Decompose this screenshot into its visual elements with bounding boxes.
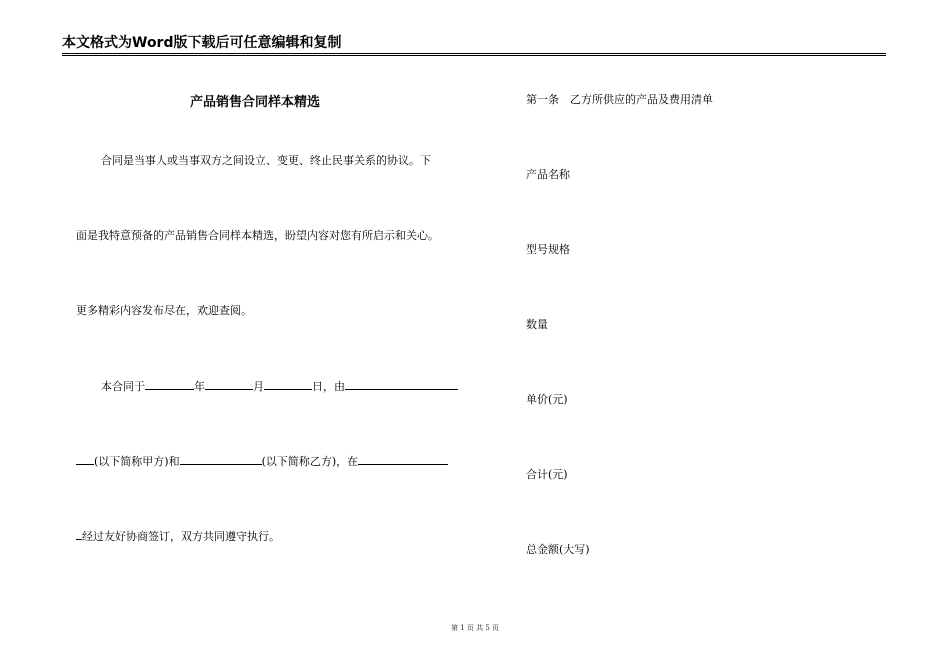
clause-start: 本合同于 bbox=[101, 380, 145, 393]
day-blank[interactable] bbox=[264, 378, 312, 390]
item-product-name: 产品名称 bbox=[526, 168, 570, 181]
item-subtotal: 合计(元) bbox=[526, 468, 568, 481]
party-a-label: (以下简称甲方)和 bbox=[94, 455, 180, 468]
page-number: 第 1 页 共 5 页 bbox=[450, 624, 500, 632]
intro-line-3: 更多精彩内容发布尽在，欢迎查阅。 bbox=[76, 304, 252, 317]
year-blank[interactable] bbox=[145, 378, 194, 390]
clause-end: 经过友好协商签订，双方共同遵守执行。 bbox=[82, 530, 280, 543]
year-label: 年 bbox=[194, 380, 205, 393]
item-unit-price: 单价(元) bbox=[526, 393, 568, 406]
place-blank[interactable] bbox=[358, 453, 448, 465]
clause-line-1 bbox=[101, 378, 458, 395]
header-rule-double bbox=[62, 55, 886, 56]
day-label: 日，由 bbox=[312, 380, 345, 393]
section-heading: 第一条 乙方所供应的产品及费用清单 bbox=[526, 93, 713, 106]
item-quantity: 数量 bbox=[526, 318, 548, 331]
party-a-blank[interactable] bbox=[345, 378, 458, 390]
document-header: 本文格式为Word版下载后可任意编辑和复制 bbox=[62, 35, 342, 51]
intro-line-2: 面是我特意预备的产品销售合同样本精选，盼望内容对您有所启示和关心。 bbox=[76, 229, 439, 242]
party-b-label: (以下简称乙方)，在 bbox=[261, 455, 359, 468]
intro-line-1: 合同是当事人或当事双方之间设立、变更、终止民事关系的协议。下 bbox=[101, 154, 431, 167]
document-title: 产品销售合同样本精选 bbox=[190, 95, 321, 110]
month-label: 月 bbox=[253, 380, 264, 393]
clause-line-3 bbox=[76, 528, 280, 545]
header-rule bbox=[62, 53, 886, 54]
clause-line-2 bbox=[76, 453, 448, 470]
item-model: 型号规格 bbox=[526, 243, 570, 256]
item-total-amount: 总金额(大写) bbox=[526, 543, 590, 556]
month-blank[interactable] bbox=[205, 378, 253, 390]
party-a-blank-cont[interactable] bbox=[76, 453, 94, 465]
party-b-blank[interactable] bbox=[180, 453, 262, 465]
